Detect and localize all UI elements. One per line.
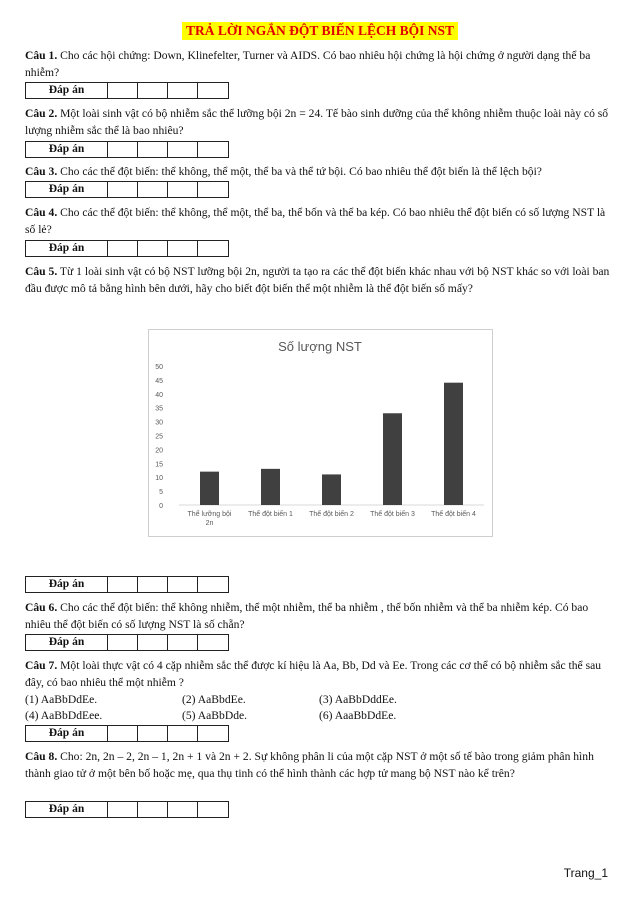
question-text: Cho các thể đột biến: thể không, thể một, thể ba, thể bốn và thể ba kép. Có bao nhiêu thể đột biến có số lượng NST là số lẻ? <box>25 206 606 236</box>
y-tick-label: 20 <box>155 447 163 455</box>
answer-box-1[interactable] <box>25 82 229 99</box>
question-6 <box>25 599 615 633</box>
option-item: (1) AaBbDdEe. <box>25 693 98 706</box>
y-tick-label: 40 <box>155 391 163 399</box>
question-1 <box>25 47 615 81</box>
option-item: (2) AaBbdEe. <box>182 693 246 706</box>
option-item: (4) AaBbDdEee. <box>25 709 103 722</box>
answer-cell[interactable] <box>198 142 228 157</box>
answer-label: Đáp án <box>26 182 108 197</box>
option-item: (5) AaBbDde. <box>182 709 248 722</box>
answer-box-6[interactable] <box>25 634 229 651</box>
answer-box-3[interactable] <box>25 181 229 198</box>
answer-cell[interactable] <box>198 726 228 741</box>
answer-cell[interactable] <box>138 241 168 256</box>
question-number: Câu 3. <box>25 165 58 178</box>
answer-cell[interactable] <box>168 142 198 157</box>
option-item: (6) AaaBbDdEe. <box>319 709 397 722</box>
answer-label: Đáp án <box>26 635 108 650</box>
question-number: Câu 8. <box>25 750 58 763</box>
answer-cell[interactable] <box>138 726 168 741</box>
question-text: Một loài thực vật có 4 cặp nhiễm sắc thể được kí hiệu là Aa, Bb, Dd và Ee. Trong các cơ thể có bộ nhiễm sắc thể sau đây, có bao nhiêu thể một nhiễm ? <box>25 659 602 689</box>
question-number: Câu 7. <box>25 659 58 672</box>
answer-cell[interactable] <box>108 241 138 256</box>
answer-box-7[interactable] <box>25 725 229 742</box>
answer-cell[interactable] <box>168 726 198 741</box>
chart-bar <box>200 472 219 505</box>
answer-cell[interactable] <box>168 802 198 817</box>
answer-cell[interactable] <box>168 83 198 98</box>
page-title: TRẢ LỜI NGẮN ĐỘT BIẾN LỆCH BỘI NST <box>182 22 458 40</box>
bar-chart <box>149 330 492 536</box>
question-text: Cho các thể đột biến: thể không, thể một, thể ba và thể tứ bội. Có bao nhiêu thể đột biến là thể lệch bội? <box>60 165 542 178</box>
answer-box-5[interactable] <box>25 576 229 593</box>
answer-cell[interactable] <box>168 241 198 256</box>
answer-cell[interactable] <box>138 802 168 817</box>
answer-cell[interactable] <box>108 726 138 741</box>
y-tick-label: 50 <box>155 364 163 371</box>
title-wrap <box>0 22 640 40</box>
answer-cell[interactable] <box>108 577 138 592</box>
chart-container <box>148 329 493 537</box>
question-text: Cho: 2n, 2n – 2, 2n – 1, 2n + 1 và 2n + 2. Sự không phân li của một cặp NST ở một số tế bào trong giảm phân hình thành giao tử ở một bên bố hoặc mẹ, qua thụ tinh có thể hình thành các hợp tử mang bộ NST nào kể trên? <box>25 750 594 780</box>
x-tick-label: Thể lưỡng bội 2n <box>187 511 232 527</box>
answer-label: Đáp án <box>26 142 108 157</box>
answer-cell[interactable] <box>108 802 138 817</box>
answer-cell[interactable] <box>108 83 138 98</box>
answer-label: Đáp án <box>26 726 108 741</box>
answer-cell[interactable] <box>168 577 198 592</box>
x-tick-label: Thể đột biến 4 <box>431 511 476 518</box>
y-tick-label: 30 <box>155 419 163 427</box>
y-tick-label: 0 <box>159 503 163 510</box>
y-tick-label: 45 <box>155 377 163 385</box>
answer-cell[interactable] <box>138 83 168 98</box>
x-tick-label: Thể đột biến 2 <box>309 511 354 518</box>
answer-cell[interactable] <box>198 241 228 256</box>
answer-box-8[interactable] <box>25 801 229 818</box>
question-3 <box>25 163 615 180</box>
x-tick-label: Thể đột biến 1 <box>248 511 293 518</box>
question-7 <box>25 657 615 691</box>
question-number: Câu 5. <box>25 265 58 278</box>
chart-bar <box>383 413 402 505</box>
answer-cell[interactable] <box>198 182 228 197</box>
question-number: Câu 4. <box>25 206 58 219</box>
question-number: Câu 1. <box>25 49 58 62</box>
chart-bar <box>444 383 463 505</box>
option-item: (3) AaBbDddEe. <box>319 693 397 706</box>
question-text: Cho các hội chứng: Down, Klinefelter, Turner và AIDS. Có bao nhiêu hội chứng là hội chứng ở người dạng thể ba nhiễm? <box>25 49 591 79</box>
chart-bar <box>322 474 341 505</box>
y-tick-label: 5 <box>159 489 163 497</box>
y-tick-label: 35 <box>155 405 163 413</box>
answer-cell[interactable] <box>168 182 198 197</box>
y-tick-label: 10 <box>155 475 163 483</box>
chart-bar <box>261 469 280 505</box>
answer-label: Đáp án <box>26 802 108 817</box>
answer-cell[interactable] <box>108 635 138 650</box>
page-footer: Trang_1 <box>563 866 608 880</box>
answer-cell[interactable] <box>108 142 138 157</box>
y-tick-label: 15 <box>155 461 163 469</box>
x-tick-label: Thể đột biến 3 <box>370 511 415 518</box>
question-number: Câu 2. <box>25 107 58 120</box>
answer-cell[interactable] <box>138 577 168 592</box>
chart-title: Số lượng NST <box>278 339 362 354</box>
answer-label: Đáp án <box>26 83 108 98</box>
answer-label: Đáp án <box>26 577 108 592</box>
answer-label: Đáp án <box>26 241 108 256</box>
answer-cell[interactable] <box>168 635 198 650</box>
question-5 <box>25 263 615 297</box>
answer-cell[interactable] <box>138 635 168 650</box>
answer-box-2[interactable] <box>25 141 229 158</box>
question-number: Câu 6. <box>25 601 58 614</box>
answer-cell[interactable] <box>138 182 168 197</box>
question-4 <box>25 204 615 238</box>
question-2 <box>25 105 615 139</box>
answer-cell[interactable] <box>138 142 168 157</box>
question-text: Cho các thể đột biến: thể không nhiễm, thể một nhiễm, thể ba nhiễm , thể bốn nhiễm và thể ba nhiễm kép. Có bao nhiêu thể đột biến có số lượng NST là số chẵn? <box>25 601 589 631</box>
answer-cell[interactable] <box>198 802 228 817</box>
answer-cell[interactable] <box>198 577 228 592</box>
answer-cell[interactable] <box>198 83 228 98</box>
y-tick-label: 25 <box>155 433 163 441</box>
answer-cell[interactable] <box>198 635 228 650</box>
answer-box-4[interactable] <box>25 240 229 257</box>
answer-cell[interactable] <box>108 182 138 197</box>
question-text: Một loài sinh vật có bộ nhiễm sắc thể lưỡng bội 2n = 24. Tế bào sinh dưỡng của thể không nhiễm thuộc loài này có số lượng nhiễm sắc thể là bao nhiêu? <box>25 107 609 137</box>
question-text: Từ 1 loài sinh vật có bộ NST lưỡng bội 2n, người ta tạo ra các thể đột biến khác nhau với bộ NST khác so với loài ban đầu được mô tả bằng hình bên dưới, hãy cho biết đột biến thể một nhiễm là thể đột biến số mấy? <box>25 265 610 295</box>
question-8 <box>25 748 615 782</box>
